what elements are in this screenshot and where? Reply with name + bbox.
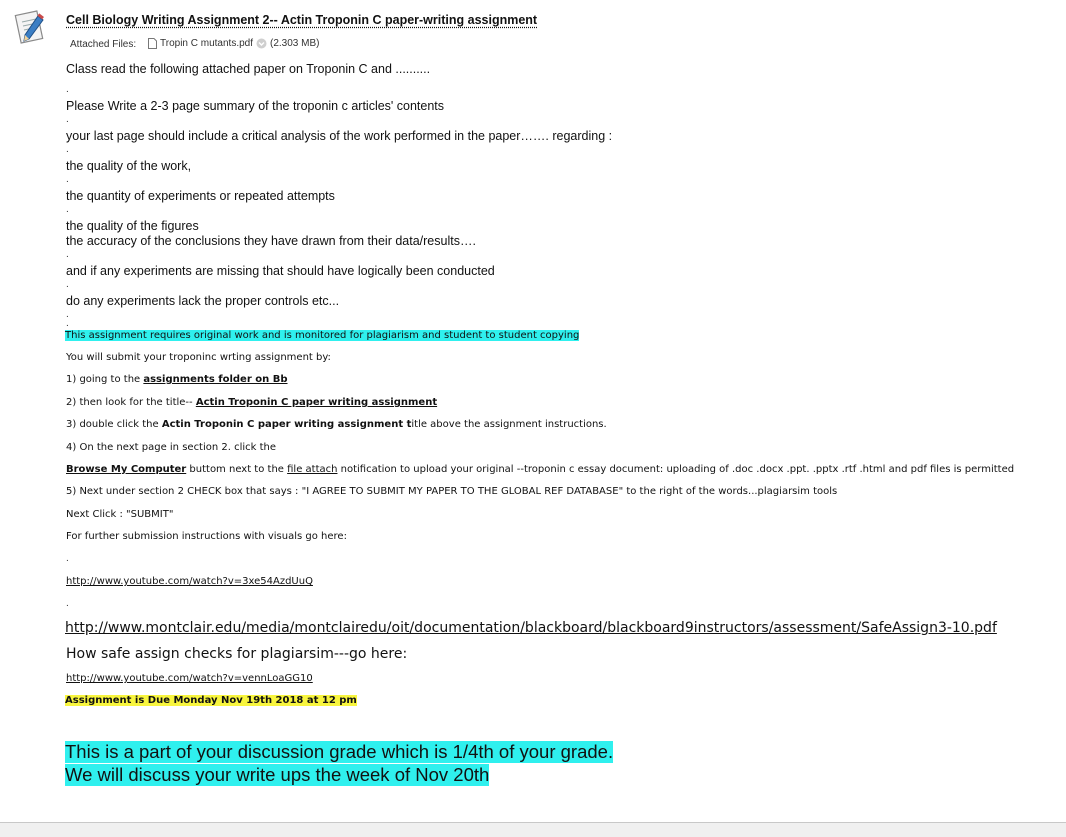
intro-line: Class read the following attached paper on Troponin C and .......... <box>66 62 431 76</box>
discussion-notice: We will discuss your write ups the week of Nov 20th <box>65 764 490 785</box>
youtube-link-2[interactable]: http://www.youtube.com/watch?v=vennLoaGG10 <box>66 673 313 684</box>
step-3-text: 3) double click the <box>66 419 162 430</box>
dot-spacer: . <box>66 204 69 215</box>
dot-spacer: . <box>66 84 69 95</box>
step-2-text: 2) then look for the title-- <box>66 397 196 408</box>
dot-spacer: . <box>66 553 69 564</box>
assignment-title[interactable]: Cell Biology Writing Assignment 2-- Actin Troponin C paper-writing assignment <box>66 13 538 27</box>
plagiarism-notice: This assignment requires original work and is monitored for plagiarism and student to student copying <box>65 330 580 341</box>
criteria-item: the accuracy of the conclusions they have drawn from their data/results…. <box>66 234 476 248</box>
instruction-line: Please Write a 2-3 page summary of the troponin c articles' contents <box>66 99 445 113</box>
document-icon <box>148 38 157 49</box>
step-3-suffix: itle above the assignment instructions. <box>411 419 607 430</box>
dot-spacer: . <box>66 318 69 329</box>
attached-file[interactable] <box>148 38 319 49</box>
browse-suffix: notification to upload your original --troponin c essay document: uploading of .doc .docx .ppt. .pptx .rtf .html and pdf files is permitted <box>337 464 1015 475</box>
assignment-icon <box>12 10 48 46</box>
browse-my-computer-link[interactable]: Browse My Computer <box>66 464 187 475</box>
instruction-line: your last page should include a critical analysis of the work performed in the paper……. regarding : <box>66 129 613 143</box>
dot-spacer: . <box>66 249 69 260</box>
dot-spacer: . <box>66 144 69 155</box>
how-safe-assign: How safe assign checks for plagiarsim---go here: <box>66 646 408 662</box>
step-3 <box>66 419 607 430</box>
next-click: Next Click : "SUBMIT" <box>66 509 174 520</box>
chevron-down-icon[interactable] <box>256 38 267 49</box>
bottom-bar <box>0 822 1066 837</box>
browse-mid: buttom next to the <box>186 464 288 475</box>
dot-spacer: . <box>66 598 69 609</box>
criteria-item: do any experiments lack the proper controls etc... <box>66 294 340 308</box>
submit-intro: You will submit your troponinc wrting assignment by: <box>66 352 331 363</box>
attached-file-name[interactable]: Tropin C mutants.pdf <box>160 38 254 49</box>
step-1-text: 1) going to the <box>66 374 144 385</box>
step-2 <box>66 397 437 408</box>
dot-spacer: . <box>66 174 69 185</box>
grade-notice: This is a part of your discussion grade which is 1/4th of your grade. <box>65 741 614 762</box>
criteria-item: the quality of the work, <box>66 159 192 173</box>
criteria-item: the quality of the figures <box>66 219 199 233</box>
further-instructions: For further submission instructions with visuals go here: <box>66 531 347 542</box>
assignments-folder-link[interactable]: assignments folder on Bb <box>143 374 288 385</box>
step-3-bold: Actin Troponin C paper writing assignment t <box>161 419 412 430</box>
attached-files-label: Attached Files: <box>70 39 137 50</box>
safeassign-pdf-link[interactable]: http://www.montclair.edu/media/montclairedu/oit/documentation/blackboard/blackboard9instructors/assessment/SafeAssign3-10.pdf <box>65 620 997 636</box>
criteria-item: the quantity of experiments or repeated attempts <box>66 189 335 203</box>
dot-spacer: . <box>66 309 69 320</box>
step-4: 4) On the next page in section 2. click the <box>66 442 277 453</box>
due-date-notice: Assignment is Due Monday Nov 19th 2018 at 12 pm <box>65 695 357 706</box>
dot-spacer: . <box>66 279 69 290</box>
attached-file-size: (2.303 MB) <box>270 38 320 49</box>
browse-line <box>66 464 1014 475</box>
dot-spacer: . <box>66 114 69 125</box>
criteria-item: and if any experiments are missing that should have logically been conducted <box>66 264 495 278</box>
assignment-title-link[interactable]: Actin Troponin C paper writing assignment <box>195 397 438 408</box>
step-5: 5) Next under section 2 CHECK box that says : "I AGREE TO SUBMIT MY PAPER TO THE GLOBAL REF DATABASE" to the right of the words...plagiarsim tools <box>66 486 838 497</box>
youtube-link-1[interactable]: http://www.youtube.com/watch?v=3xe54AzdUuQ <box>66 576 313 587</box>
file-attach-link[interactable]: file attach <box>287 464 338 475</box>
step-1 <box>66 374 288 385</box>
